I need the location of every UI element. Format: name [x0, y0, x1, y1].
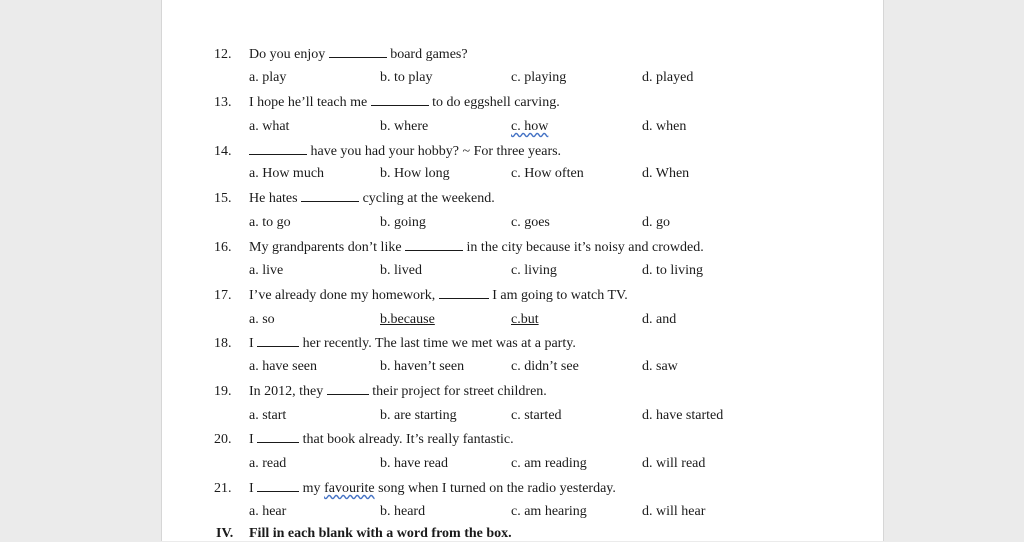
question-text-after: her recently. The last time we met was at a party.: [302, 336, 576, 351]
question-text-after: to do eggshell carving.: [432, 95, 560, 110]
question-number: 15.: [214, 191, 232, 206]
question-21: [214, 479, 616, 498]
answer-blank: [257, 430, 299, 443]
answer-blank: [329, 45, 387, 58]
question-text-before: I’ve already done my homework,: [249, 288, 436, 303]
option-c: c. how: [511, 119, 549, 134]
option-c: c.but: [511, 312, 539, 327]
option-c: c. playing: [511, 70, 567, 85]
question-20: [214, 430, 514, 449]
option-d: d. have started: [642, 408, 724, 423]
question-number: 20.: [214, 432, 232, 447]
question-16: [214, 238, 704, 257]
option-d: d. and: [642, 312, 677, 327]
question-13: [214, 93, 560, 112]
options-16: [249, 262, 849, 280]
question-number: 18.: [214, 336, 232, 351]
question-number: 19.: [214, 384, 232, 399]
answer-blank: [249, 142, 307, 155]
option-b: b. to play: [380, 70, 433, 85]
section-heading: [216, 526, 512, 542]
option-b: b. lived: [380, 263, 422, 278]
question-text-after: I am going to watch TV.: [492, 288, 628, 303]
question-text-after: their project for street children.: [372, 384, 547, 399]
options-12: [249, 69, 849, 87]
section-number: IV.: [216, 526, 234, 541]
question-text-before: Do you enjoy: [249, 47, 326, 62]
question-number: 14.: [214, 144, 232, 159]
option-b: b. where: [380, 119, 429, 134]
option-c: c. goes: [511, 215, 550, 230]
question-text-after: song when I turned on the radio yesterday.: [378, 481, 616, 496]
option-b: b. going: [380, 215, 426, 230]
option-a: a. what: [249, 119, 290, 134]
question-number: 12.: [214, 47, 232, 62]
option-a: a. have seen: [249, 359, 318, 374]
question-text-before: He hates: [249, 191, 298, 206]
option-a: a. How much: [249, 166, 325, 181]
question-14: [214, 142, 561, 161]
answer-blank: [371, 93, 429, 106]
option-c: c. living: [511, 263, 557, 278]
option-d: d. played: [642, 70, 694, 85]
options-20: [249, 455, 849, 473]
answer-blank: [257, 334, 299, 347]
question-15: [214, 189, 495, 208]
options-13: [249, 118, 849, 136]
option-b: b. heard: [380, 504, 426, 519]
answer-blank: [439, 286, 489, 299]
options-14: [249, 165, 849, 183]
option-a: a. hear: [249, 504, 287, 519]
question-text-before: I hope he’ll teach me: [249, 95, 368, 110]
answer-blank: [405, 238, 463, 251]
question-number: 13.: [214, 95, 232, 110]
option-b: b.because: [380, 312, 435, 327]
question-number: 17.: [214, 288, 232, 303]
question-12: [214, 45, 468, 64]
option-a: a. so: [249, 312, 275, 327]
option-d: d. When: [642, 166, 690, 181]
option-d: d. when: [642, 119, 687, 134]
option-b: b. haven’t seen: [380, 359, 465, 374]
option-b: b. are starting: [380, 408, 457, 423]
option-a: a. read: [249, 456, 287, 471]
question-text-after: board games?: [390, 47, 468, 62]
option-c: c. started: [511, 408, 562, 423]
options-15: [249, 214, 849, 232]
option-a: a. start: [249, 408, 287, 423]
document-page: [161, 0, 884, 541]
question-17: [214, 286, 628, 305]
option-a: a. play: [249, 70, 287, 85]
section-title: Fill in each blank with a word from the box.: [249, 526, 512, 541]
answer-blank: [301, 189, 359, 202]
option-a: a. live: [249, 263, 284, 278]
question-text-before: My grandparents don’t like: [249, 240, 402, 255]
options-17: [249, 311, 849, 329]
question-number: 21.: [214, 481, 232, 496]
options-21: [249, 503, 849, 521]
option-d: d. saw: [642, 359, 678, 374]
option-a: a. to go: [249, 215, 291, 230]
question-text-mid: my: [302, 481, 321, 496]
option-c: c. am hearing: [511, 504, 587, 519]
question-number: 16.: [214, 240, 232, 255]
answer-blank: [257, 479, 299, 492]
question-18: [214, 334, 576, 353]
option-d: d. will read: [642, 456, 706, 471]
question-text-after: cycling at the weekend.: [362, 191, 495, 206]
answer-blank: [327, 382, 369, 395]
question-text-after: in the city because it’s noisy and crowded.: [466, 240, 704, 255]
spellcheck-flagged-word: favourite: [324, 481, 375, 496]
option-b: b. How long: [380, 166, 450, 181]
option-d: d. will hear: [642, 504, 706, 519]
question-text-before: I: [249, 336, 254, 351]
options-18: [249, 358, 849, 376]
options-19: [249, 407, 849, 425]
option-d: d. to living: [642, 263, 704, 278]
question-text-after: have you had your hobby? ~ For three years.: [310, 144, 562, 159]
question-text-before: In 2012, they: [249, 384, 324, 399]
question-19: [214, 382, 547, 401]
option-c: c. am reading: [511, 456, 587, 471]
option-b: b. have read: [380, 456, 449, 471]
option-c: c. didn’t see: [511, 359, 579, 374]
question-text-after: that book already. It’s really fantastic.: [302, 432, 514, 447]
option-c: c. How often: [511, 166, 584, 181]
option-d: d. go: [642, 215, 670, 230]
question-text-before: I: [249, 481, 254, 496]
question-text-before: I: [249, 432, 254, 447]
